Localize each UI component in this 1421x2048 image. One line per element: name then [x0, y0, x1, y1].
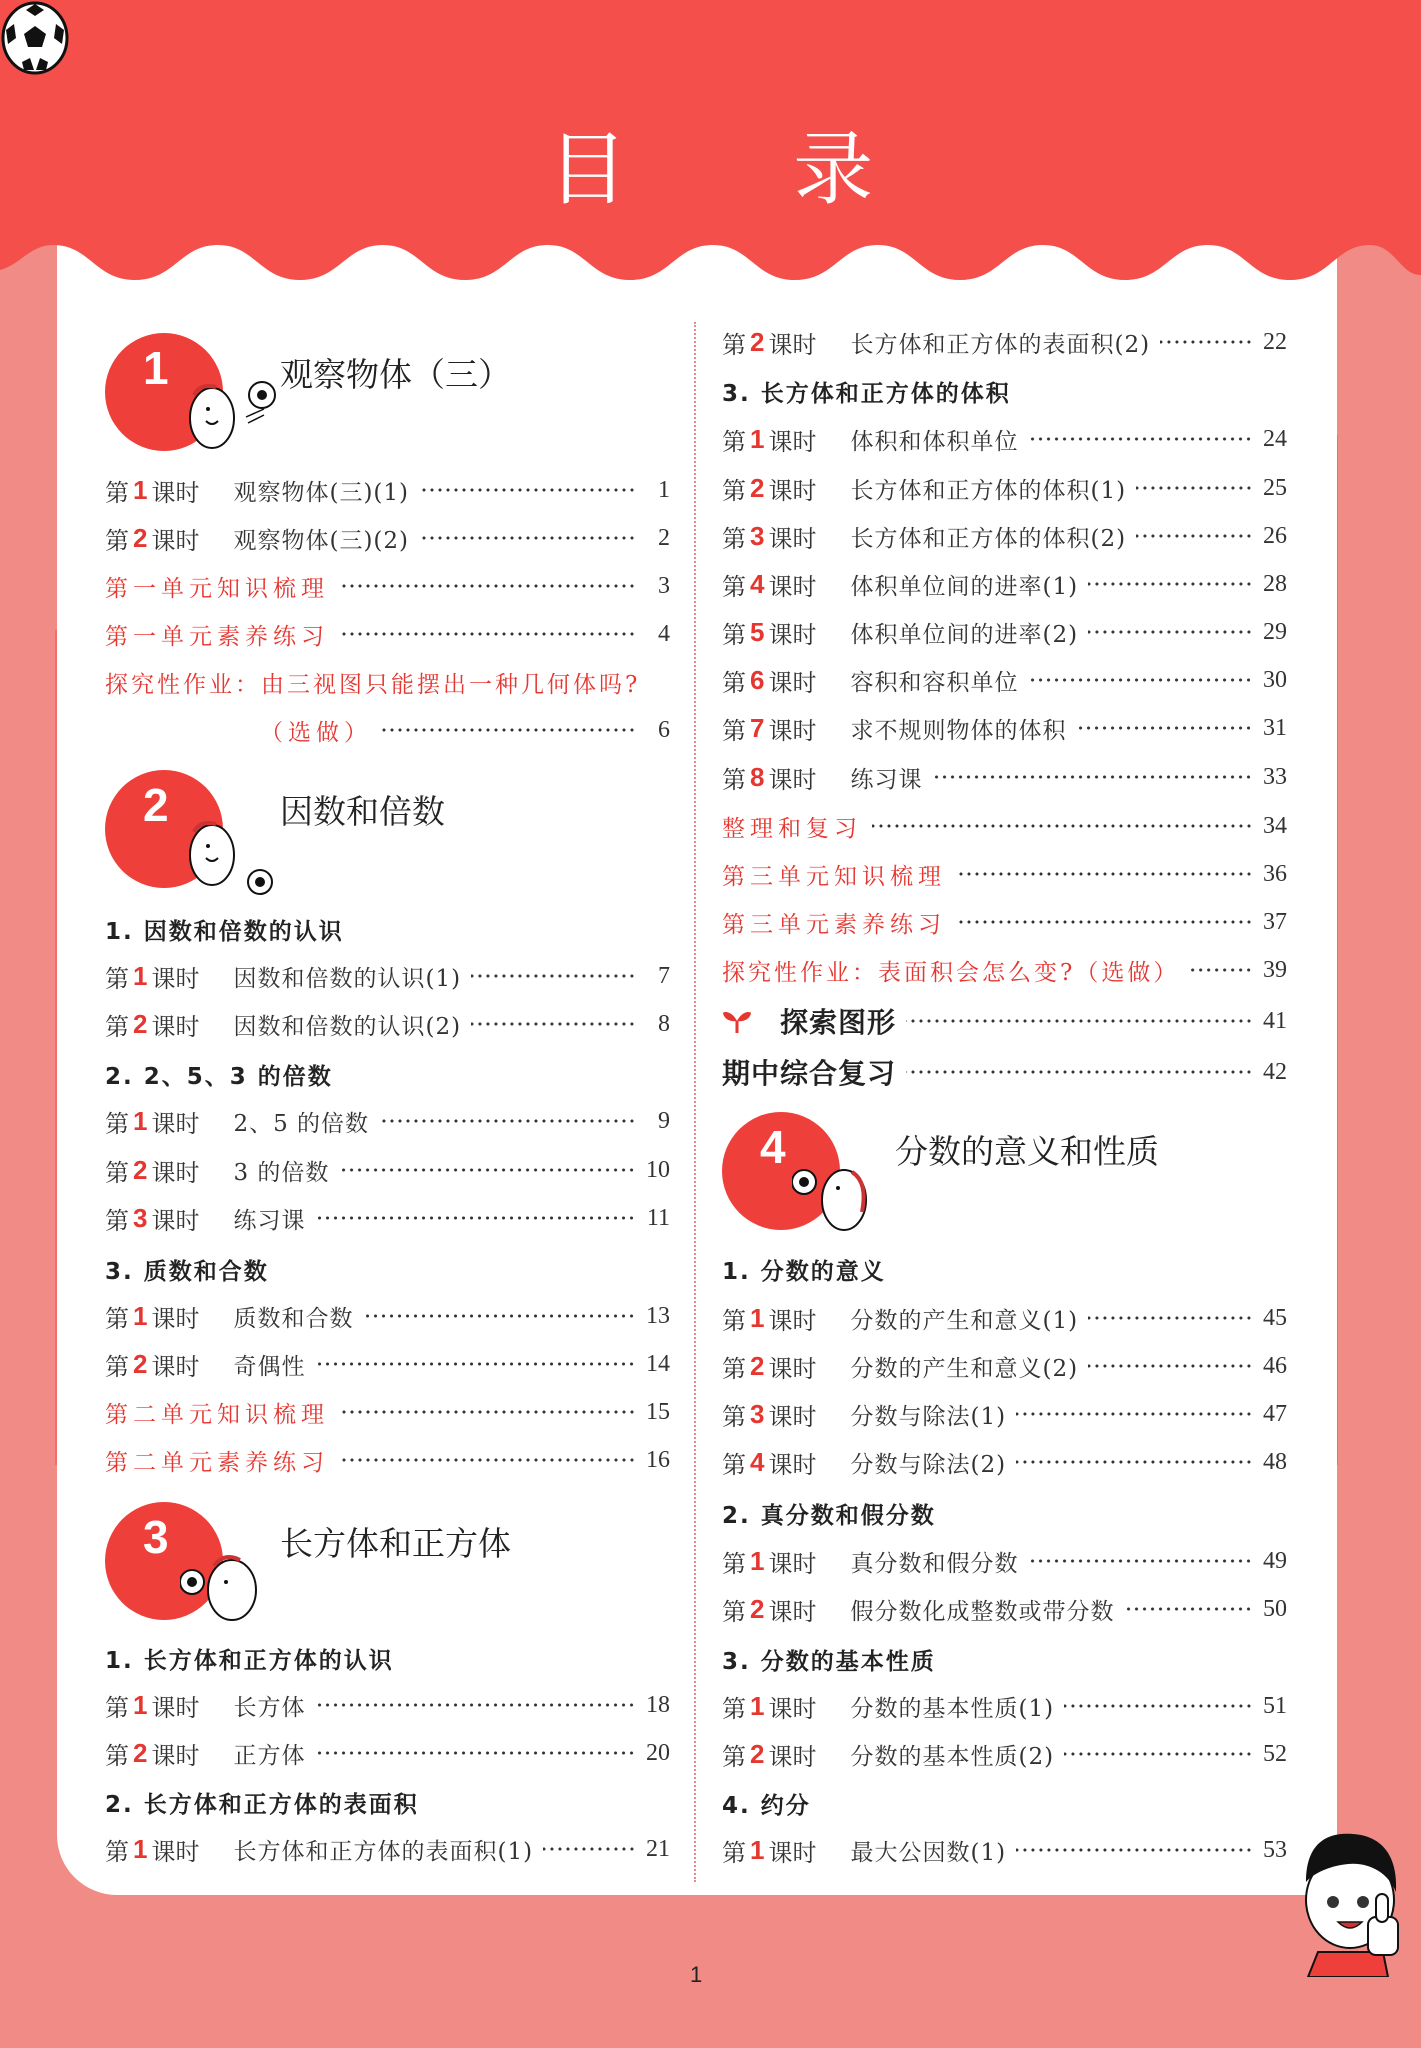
- toc-entry[interactable]: 第 1 课时 真分数和假分数 49: [722, 1545, 1287, 1578]
- leader-dots: [1028, 1558, 1253, 1564]
- toc-entry[interactable]: 第 3 课时 分数与除法(1) 47: [722, 1398, 1287, 1431]
- unit-number: 2: [143, 779, 169, 831]
- toc-entry-practice[interactable]: 第一单元素养练习 4: [105, 620, 670, 650]
- section-heading: 2. 2、5、3 的倍数: [105, 1064, 333, 1090]
- toc-entry[interactable]: 第 1 课时 最大公因数(1) 53: [722, 1834, 1287, 1867]
- leader-dots: [382, 727, 636, 733]
- toc-entry-explore-shapes[interactable]: 探索图形 41: [722, 1001, 1287, 1041]
- leader-dots: [1088, 1315, 1253, 1321]
- leader-dots: [315, 1702, 636, 1708]
- section-heading: 2. 长方体和正方体的表面积: [105, 1792, 419, 1818]
- section-heading: 4. 约分: [722, 1793, 811, 1819]
- toc-entry[interactable]: 第 2 课时 长方体和正方体的表面积(2) 22: [722, 326, 1287, 359]
- leader-dots: [1016, 1411, 1253, 1417]
- leader-dots: [339, 1457, 636, 1463]
- column-divider: [694, 322, 696, 1882]
- section-heading: 1. 长方体和正方体的认识: [105, 1648, 394, 1674]
- unit-number: 4: [760, 1121, 786, 1173]
- toc-entry[interactable]: 第 1 课时 2、5 的倍数 9: [105, 1105, 670, 1138]
- leader-dots: [419, 535, 636, 541]
- toc-entry[interactable]: 第 7 课时 求不规则物体的体积 31: [722, 712, 1287, 745]
- dinosaur-mascot-icon: [180, 1542, 280, 1632]
- unit-1-header: [105, 333, 670, 453]
- soccer-ball-icon: [0, 0, 70, 76]
- leader-dots: [315, 1215, 636, 1221]
- leader-dots: [906, 1069, 1253, 1075]
- section-heading: 1. 因数和倍数的认识: [105, 919, 344, 945]
- leader-dots: [1160, 339, 1253, 345]
- page-number: 1: [690, 1962, 703, 1987]
- leader-dots: [419, 487, 636, 493]
- leader-dots: [543, 1846, 636, 1852]
- toc-entry-inquiry-cont[interactable]: （选做） 6: [260, 716, 670, 746]
- unit-title: 长方体和正方体: [280, 1524, 511, 1563]
- toc-entry[interactable]: 第 2 课时 正方体 20: [105, 1737, 670, 1770]
- leader-dots: [1064, 1703, 1253, 1709]
- leader-dots: [363, 1313, 636, 1319]
- section-heading: 3. 质数和合数: [105, 1259, 269, 1285]
- leader-dots: [1016, 1847, 1253, 1853]
- toc-entry[interactable]: 第 1 课时 长方体和正方体的表面积(1) 21: [105, 1833, 670, 1866]
- toc-entry[interactable]: 第 2 课时 分数的基本性质(2) 52: [722, 1738, 1287, 1771]
- leader-dots: [1136, 485, 1253, 491]
- toc-entry-midterm-review[interactable]: 期中综合复习 42: [722, 1057, 1287, 1090]
- leader-dots: [315, 1361, 636, 1367]
- leader-dots: [1028, 677, 1253, 683]
- leader-dots: [1088, 629, 1253, 635]
- unit-title: 因数和倍数: [280, 792, 445, 831]
- toc-entry-review[interactable]: 第一单元知识梳理 3: [105, 572, 670, 602]
- leader-dots: [932, 774, 1253, 780]
- toc-entry[interactable]: 第 1 课时 体积和体积单位 24: [722, 423, 1287, 456]
- toc-entry[interactable]: 第 1 课时 因数和倍数的认识(1) 7: [105, 960, 670, 993]
- leader-dots: [339, 583, 636, 589]
- leader-dots: [956, 871, 1253, 877]
- toc-entry-review[interactable]: 第三单元知识梳理 36: [722, 860, 1287, 890]
- leader-dots: [1016, 1459, 1253, 1465]
- leader-dots: [339, 631, 636, 637]
- toc-entry[interactable]: 第 1 课时 质数和合数 13: [105, 1300, 670, 1333]
- leader-dots: [1088, 1363, 1253, 1369]
- leader-dots: [379, 1118, 636, 1124]
- dinosaur-mascot-icon: [792, 1152, 892, 1242]
- section-heading: 3. 长方体和正方体的体积: [722, 381, 1011, 407]
- leader-dots: [1189, 967, 1253, 973]
- unit-title: 分数的意义和性质: [895, 1132, 1159, 1171]
- toc-entry-review[interactable]: 第二单元知识梳理 15: [105, 1398, 670, 1428]
- toc-entry[interactable]: 第 2 课时 分数的产生和意义(2) 46: [722, 1350, 1287, 1383]
- unit-4-header: [722, 1112, 1287, 1232]
- leader-dots: [1136, 533, 1253, 539]
- page-header: [0, 0, 1421, 290]
- dinosaur-mascot-icon: [180, 373, 280, 463]
- leader-dots: [471, 1021, 636, 1027]
- toc-entry[interactable]: 第 1 课时 观察物体(三)(1) 1: [105, 474, 670, 507]
- toc-entry[interactable]: 第 4 课时 体积单位间的进率(1) 28: [722, 568, 1287, 601]
- toc-entry[interactable]: 第 5 课时 体积单位间的进率(2) 29: [722, 616, 1287, 649]
- section-heading: 3. 分数的基本性质: [722, 1649, 936, 1675]
- leader-dots: [1088, 581, 1253, 587]
- leader-dots: [339, 1409, 636, 1415]
- toc-entry-practice[interactable]: 第二单元素养练习 16: [105, 1446, 670, 1476]
- leader-dots: [906, 1018, 1253, 1024]
- dinosaur-mascot-icon: [180, 810, 280, 900]
- leader-dots: [339, 1167, 636, 1173]
- toc-entry[interactable]: 第 3 课时 练习课 11: [105, 1202, 670, 1235]
- page-title: 目 录: [547, 123, 944, 216]
- toc-entry-inquiry[interactable]: 探究性作业：表面积会怎么变?（选做） 39: [722, 956, 1287, 986]
- section-heading: 1. 分数的意义: [722, 1259, 886, 1285]
- toc-entry[interactable]: 第 3 课时 长方体和正方体的体积(2) 26: [722, 520, 1287, 553]
- leader-dots: [872, 823, 1253, 829]
- thumbs-up-boy-illustration: [1288, 1822, 1413, 1977]
- toc-entry[interactable]: 第 4 课时 分数与除法(2) 48: [722, 1446, 1287, 1479]
- toc-entry[interactable]: 第 2 课时 因数和倍数的认识(2) 8: [105, 1008, 670, 1041]
- unit-number: 1: [143, 342, 169, 394]
- toc-entry-review[interactable]: 整理和复习 34: [722, 812, 1287, 842]
- leader-dots: [315, 1750, 636, 1756]
- leader-dots: [1064, 1751, 1253, 1757]
- toc-entry[interactable]: 第 1 课时 长方体 18: [105, 1689, 670, 1722]
- leader-dots: [1028, 436, 1253, 442]
- toc-entry[interactable]: 第 2 课时 奇偶性 14: [105, 1348, 670, 1381]
- toc-entry[interactable]: 第 6 课时 容积和容积单位 30: [722, 664, 1287, 697]
- toc-entry-inquiry[interactable]: 探究性作业：由三视图只能摆出一种几何体吗?: [105, 671, 641, 698]
- toc-entry[interactable]: 第 2 课时 观察物体(三)(2) 2: [105, 522, 670, 555]
- unit-title: 观察物体（三）: [280, 355, 511, 394]
- unit-3-header: [105, 1502, 670, 1622]
- leader-dots: [471, 973, 636, 979]
- leader-dots: [1076, 725, 1253, 731]
- toc-entry[interactable]: 第 1 课时 分数的产生和意义(1) 45: [722, 1302, 1287, 1335]
- toc-entry[interactable]: 第 2 课时 假分数化成整数或带分数 50: [722, 1593, 1287, 1626]
- leader-dots: [1124, 1606, 1253, 1612]
- unit-2-header: [105, 770, 670, 890]
- toc-entry[interactable]: 第 2 课时 3 的倍数 10: [105, 1154, 670, 1187]
- toc-entry[interactable]: 第 2 课时 长方体和正方体的体积(1) 25: [722, 472, 1287, 505]
- unit-number: 3: [143, 1511, 169, 1563]
- section-heading: 2. 真分数和假分数: [722, 1503, 936, 1529]
- toc-entry[interactable]: 第 1 课时 分数的基本性质(1) 51: [722, 1690, 1287, 1723]
- leader-dots: [956, 919, 1253, 925]
- toc-entry-practice[interactable]: 第三单元素养练习 37: [722, 908, 1287, 938]
- sprout-icon: [722, 1007, 752, 1035]
- toc-entry[interactable]: 第 8 课时 练习课 33: [722, 761, 1287, 794]
